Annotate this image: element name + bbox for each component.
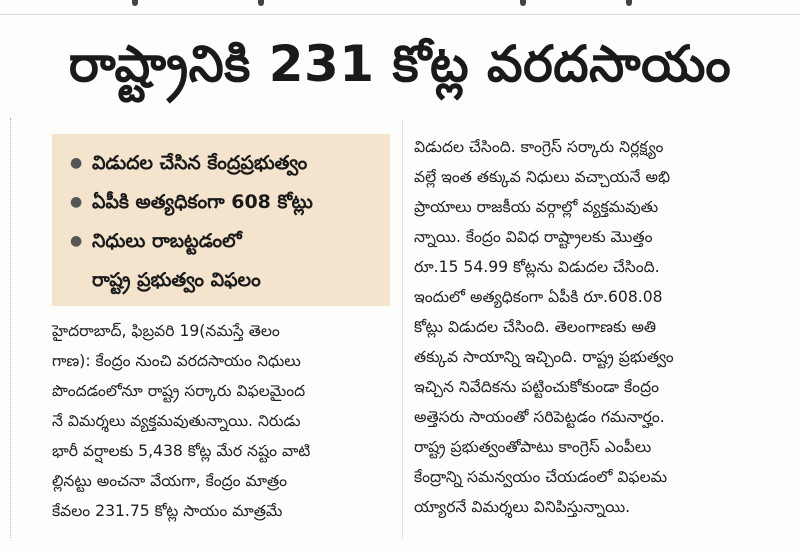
headline: రాష్ట్రానికి 231 కోట్ల వరదసాయం	[68, 34, 732, 93]
body-line: నే విమర్శలు వ్యక్తమవుతున్నాయి. నిరుడు	[52, 412, 301, 430]
body-line: కోట్లు విడుదల చేసింది. తెలంగాణకు అతి	[414, 318, 657, 336]
clipped-text-fragment	[258, 0, 264, 6]
highlight-item	[70, 144, 380, 183]
column-rule	[10, 118, 15, 538]
highlight-item	[70, 222, 380, 261]
previous-article-strip	[0, 0, 800, 15]
clipped-text-fragment	[132, 0, 138, 6]
body-line: న్నాయి. కేంద్రం వివిధ రాష్ట్రాలకు మొత్తం	[414, 228, 653, 246]
highlight-item-continuation	[70, 261, 380, 300]
body-line: య్యారనే విమర్శలు వినిపిస్తున్నాయి.	[414, 498, 631, 516]
body-line: ల్లినట్టు అంచనా వేయగా, కేంద్రం మాత్రం	[52, 472, 288, 490]
clipped-text-fragment	[626, 0, 632, 6]
bullet-icon: ●	[70, 233, 83, 249]
body-line: రాష్ట్ర ప్రభుత్వంతోపాటు కాంగ్రెస్ ఎంపీలు	[414, 438, 652, 456]
highlight-text: విడుదల చేసిన కేంద్రప్రభుత్వం	[92, 152, 308, 174]
highlight-text: నిధులు రాబట్టడంలో	[92, 230, 242, 252]
body-line: హైదరాబాద్, ఫిబ్రవరి 19(నమస్తే తెలం	[52, 322, 280, 340]
bullet-icon: ●	[70, 194, 83, 210]
column-divider	[402, 120, 403, 538]
body-line: వల్లే ఇంత తక్కువ నిధులు వచ్చాయనే అభి	[414, 168, 670, 186]
highlights-box	[52, 134, 390, 306]
highlight-text: రాష్ట్ర ప్రభుత్వం విఫలం	[92, 269, 261, 291]
body-line: రూ.15 54.99 కోట్లను విడుదల చేసింది.	[414, 258, 660, 276]
body-line: అత్తెసరు సాయంతో సరిపెట్టడం గమనార్హం.	[414, 408, 665, 426]
body-line: విడుదల చేసింది. కాంగ్రెస్ సర్కారు నిర్లక్ష్యం	[414, 138, 664, 156]
body-line: గాణ): కేంద్రం నుంచి వరదసాయం నిధులు	[52, 352, 301, 370]
bullet-icon: ●	[70, 155, 83, 171]
body-line: ప్రాయాలు రాజకీయ వర్గాల్లో వ్యక్తమవుతు	[414, 198, 659, 216]
body-line: కేంద్రాన్ని సమన్వయం చేయడంలో విఫలమ	[414, 468, 668, 486]
highlight-item	[70, 183, 380, 222]
body-line: తక్కువ సాయాన్ని ఇచ్చింది. రాష్ట్ర ప్రభుత్వం	[414, 348, 674, 366]
body-line: కేవలం 231.75 కోట్ల సాయం మాత్రమే	[52, 502, 283, 520]
body-line: ఇందులో అత్యధికంగా ఏపీకి రూ.608.08	[414, 288, 663, 306]
highlight-text: ఏపీకి అత్యధికంగా 608 కోట్లు	[92, 191, 313, 213]
clipped-text-fragment	[520, 0, 526, 6]
body-line: భారీ వర్షాలకు 5,438 కోట్ల మేర నష్టం వాటి	[52, 442, 311, 460]
body-line: ఇచ్చిన నివేదికను పట్టించుకోకుండా కేంద్రం	[414, 378, 659, 396]
body-line: పొందడంలోనూ రాష్ట్ర సర్కారు విఫలమైంద	[52, 382, 306, 400]
